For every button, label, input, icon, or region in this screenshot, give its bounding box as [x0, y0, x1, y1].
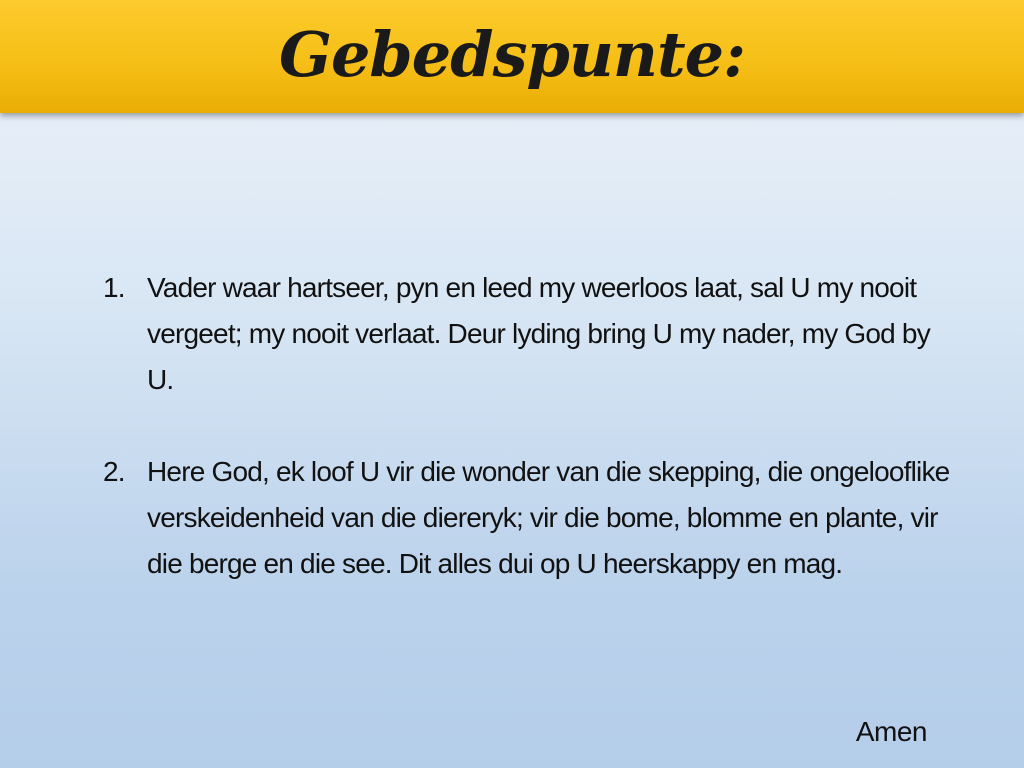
- prayer-point-text: Vader waar hartseer, pyn en leed my weerloos laat, sal U my nooit vergeet; my nooit verlaat. Deur lyding bring U my nader, my God by U.: [147, 272, 930, 395]
- prayer-points-list: [103, 265, 953, 587]
- prayer-point-text: Here God, ek loof U vir die wonder van die skepping, die ongelooflike verskeidenheid van die diereryk; vir die bome, blomme en plante, vir die berge en die see. Dit alles dui op U heerskappy en mag.: [147, 456, 950, 579]
- prayer-point-number: 2.: [103, 456, 125, 487]
- prayer-point: [103, 265, 953, 403]
- prayer-point: [103, 449, 953, 587]
- slide-title: Gebedspunte:: [279, 18, 745, 91]
- prayer-point-number: 1.: [103, 272, 125, 303]
- title-bar: [0, 0, 1024, 113]
- closing-amen: Amen: [855, 716, 927, 747]
